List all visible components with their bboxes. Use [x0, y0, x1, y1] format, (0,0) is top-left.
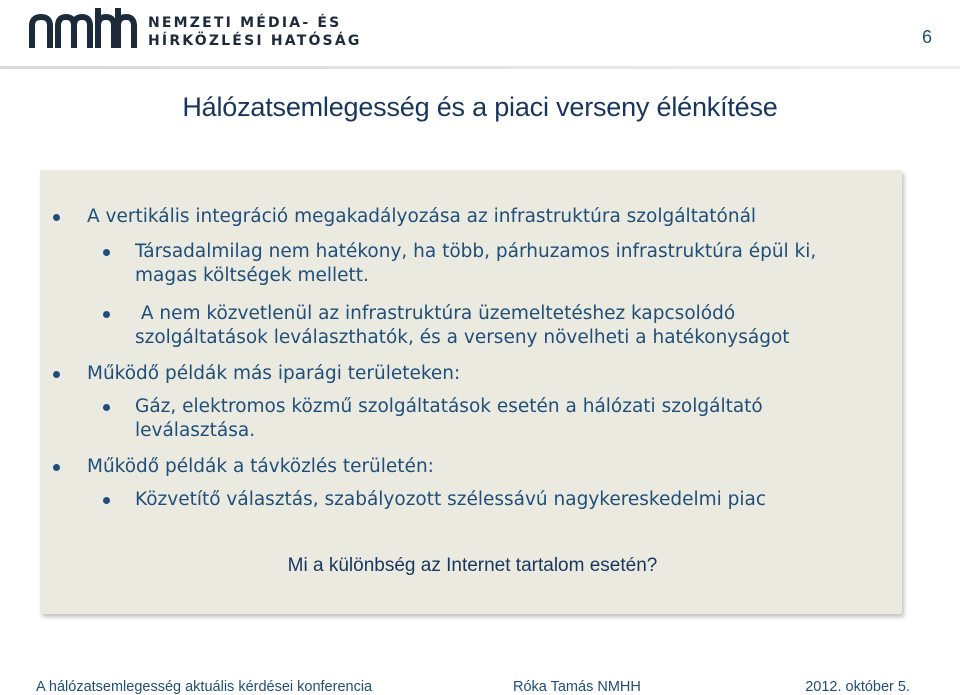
bullet-dot-icon — [103, 497, 110, 504]
sub-bullet-separable-services — [135, 302, 790, 350]
sub-bullet-line: szolgáltatások leválaszthatók, és a verseny növelheti a hatékonyságot — [135, 327, 790, 348]
sub-bullet-line: leválasztása. — [135, 420, 256, 441]
sub-bullet-line: Közvetítő választás, szabályozott szélessávú nagykereskedelmi piac — [135, 489, 767, 510]
logo-org-line-2: HÍRKÖZLÉSI HATÓSÁG — [148, 33, 362, 49]
bullet-dot-icon — [103, 404, 110, 411]
sub-bullet-line: Gáz, elektromos közmű szolgáltatások esetén a hálózati szolgáltató — [135, 396, 763, 417]
bullet-dot-icon — [53, 214, 60, 221]
footer-conference: A hálózatsemlegesség aktuális kérdései konferencia — [36, 679, 373, 695]
bullet-text: A vertikális integráció megakadályozása az infrastruktúra szolgáltatónál — [87, 206, 757, 227]
bullet-other-industries — [87, 362, 460, 386]
sub-bullet-line: magas költségek mellett. — [135, 265, 369, 286]
logo-org-line-1: NEMZETI MÉDIA- ÉS — [148, 15, 342, 31]
bullet-dot-icon — [103, 311, 110, 318]
slide-title: Hálózatsemlegesség és a piaci verseny élénkítése — [182, 92, 778, 122]
bullet-text: Működő példák más iparági területeken: — [87, 363, 461, 384]
bullet-dot-icon — [53, 371, 60, 378]
sub-bullet-line: A nem közvetlenül az infrastruktúra üzemeltetéshez kapcsolódó — [135, 303, 736, 324]
nmhh-logo — [28, 4, 362, 52]
bullet-dot-icon — [103, 249, 110, 256]
bullet-telecom — [87, 455, 434, 479]
bullet-text: Működő példák a távközlés területén: — [87, 456, 434, 477]
sub-bullet-line: Társadalmilag nem hatékony, ha több, párhuzamos infrastruktúra épül ki, — [135, 241, 817, 262]
sub-bullet-utilities — [135, 395, 763, 443]
header-divider — [0, 66, 960, 69]
footer-author: Róka Tamás NMHH — [513, 679, 641, 695]
slide-number: 6 — [921, 27, 932, 47]
footer-date: 2012. október 5. — [805, 679, 910, 695]
nmhh-logo-mark — [28, 4, 138, 52]
content-panel — [40, 170, 902, 614]
sub-bullet-inefficiency — [135, 240, 816, 288]
sub-bullet-wholesale — [135, 488, 766, 512]
closing-question: Mi a különbség az Internet tartalom esetén? — [287, 555, 658, 576]
bullet-vertical-integration — [87, 205, 756, 229]
bullet-dot-icon — [53, 464, 60, 471]
header — [0, 0, 960, 68]
